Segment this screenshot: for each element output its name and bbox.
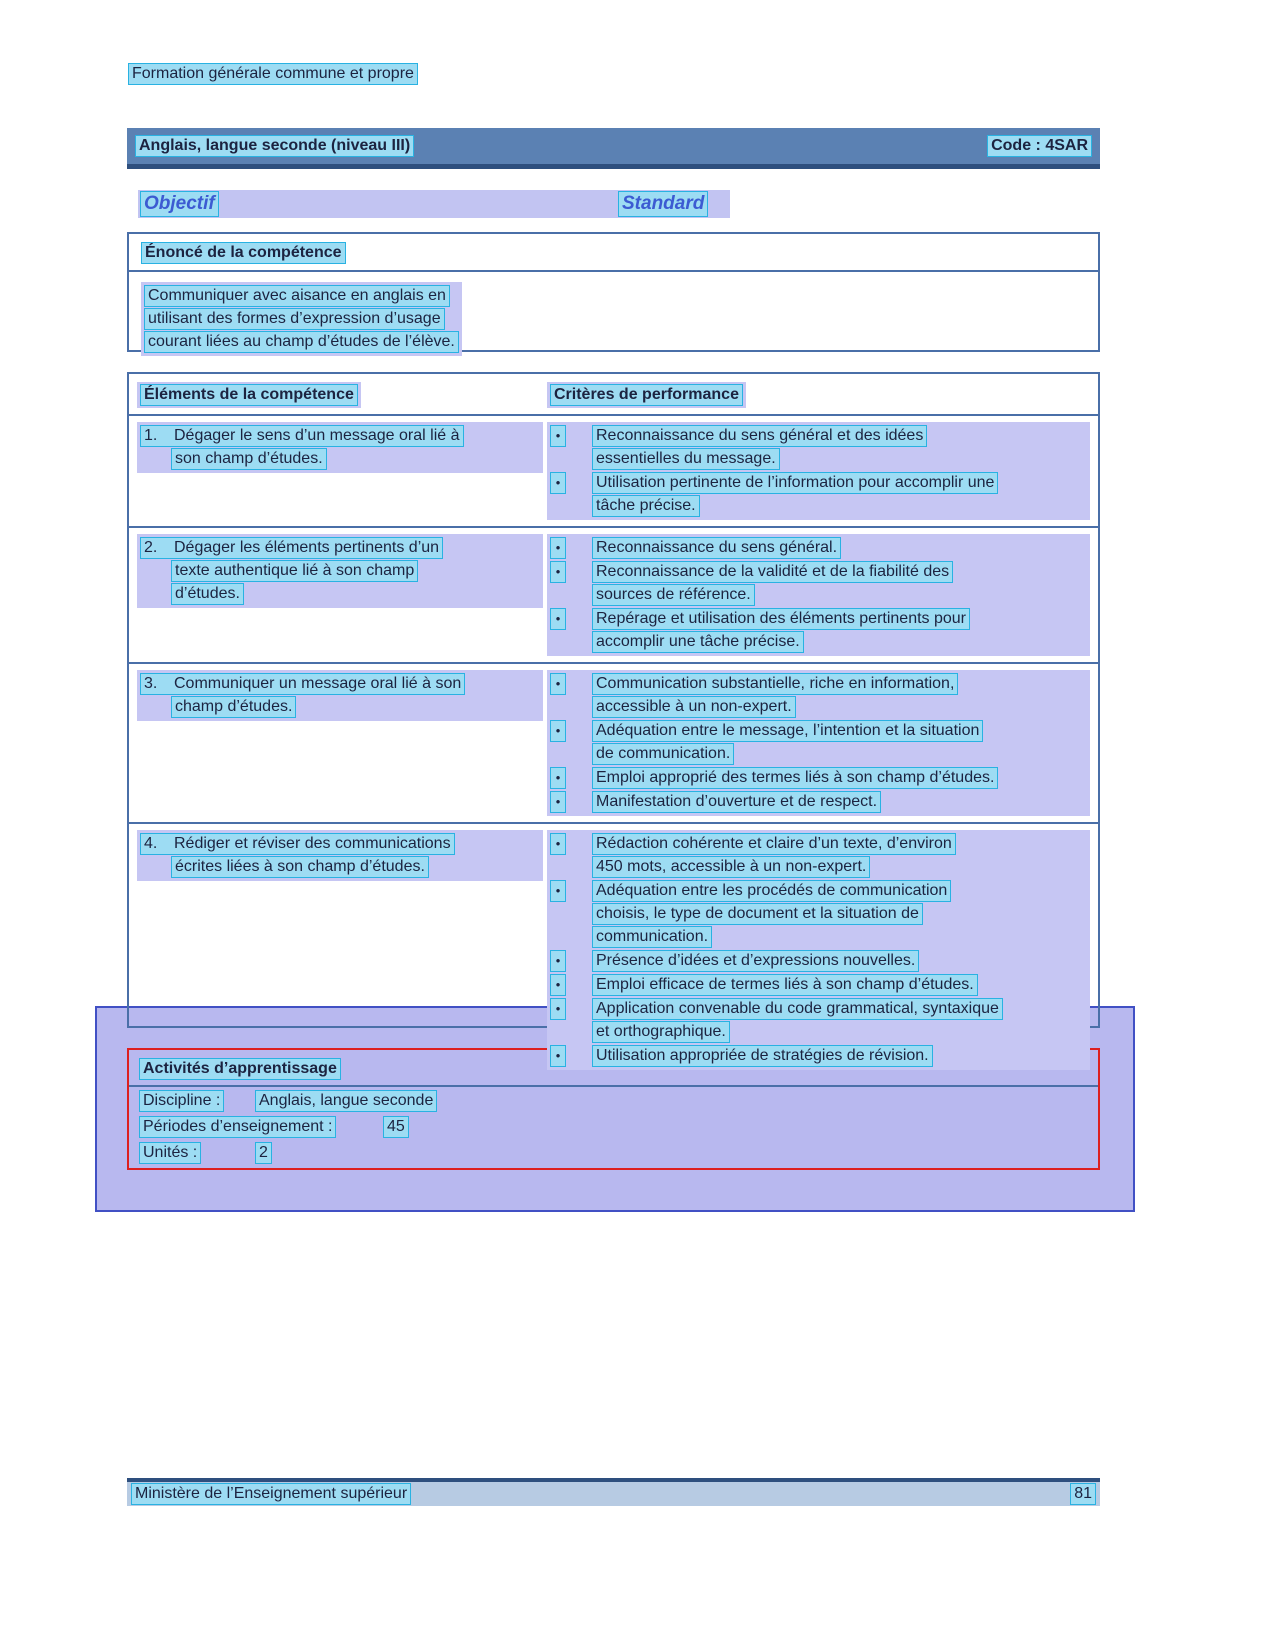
criterion-text: et orthographique.: [592, 1021, 730, 1043]
table-row: [129, 662, 1098, 822]
enonce-body: [129, 272, 1098, 366]
activities-row: [129, 1113, 1098, 1139]
bullet-icon: •: [550, 720, 566, 742]
page-footer: [127, 1478, 1100, 1506]
enonce-box: [127, 232, 1100, 352]
criterion-text: Reconnaissance du sens général.: [592, 537, 841, 559]
criterion: [550, 790, 1087, 814]
criterion: [550, 719, 1087, 766]
item-number: 3.: [144, 675, 158, 692]
criterion-text: Emploi efficace de termes liés à son champ d’études.: [592, 974, 978, 996]
criterion-text: choisis, le type de document et la situation de: [592, 903, 923, 925]
course-header-bar: [127, 128, 1100, 169]
bullet-icon: •: [550, 608, 566, 630]
left-column-header: Éléments de la compétence: [140, 384, 358, 406]
criterion-text: Manifestation d’ouverture et de respect.: [592, 791, 881, 813]
criteria-cell: [547, 422, 1090, 520]
element-text: Dégager le sens d’un message oral lié à: [174, 427, 460, 444]
enonce-line: courant liées au champ d’études de l’élève.: [144, 331, 459, 353]
activity-label: Discipline :: [139, 1090, 224, 1112]
bullet-icon: •: [550, 472, 566, 494]
bullet-icon: •: [550, 537, 566, 559]
bullet-icon: •: [550, 998, 566, 1020]
criterion: [550, 766, 1087, 790]
criterion: [550, 560, 1087, 607]
criterion-text: Adéquation entre les procédés de communication: [592, 880, 951, 902]
element-text: Rédiger et réviser des communications: [174, 835, 451, 852]
element-text: son champ d’études.: [171, 448, 327, 470]
activities-row: [129, 1087, 1098, 1113]
criterion-text: sources de référence.: [592, 584, 755, 606]
criterion-text: tâche précise.: [592, 495, 700, 517]
element-text: d’études.: [171, 583, 244, 605]
activity-label: Unités :: [139, 1142, 201, 1164]
activities-title: Activités d’apprentissage: [139, 1058, 341, 1080]
bullet-icon: •: [550, 880, 566, 902]
element-cell: [137, 534, 543, 608]
criterion: [550, 973, 1087, 997]
enonce-paragraph: [141, 282, 462, 356]
enonce-line: utilisant des formes d’expression d’usage: [144, 308, 445, 330]
criterion-text: Emploi approprié des termes liés à son champ d’études.: [592, 767, 998, 789]
competence-table: [127, 372, 1100, 1064]
enonce-line: Communiquer avec aisance en anglais en: [144, 285, 450, 307]
criterion-text: Reconnaissance de la validité et de la fiabilité des: [592, 561, 953, 583]
element-text: champ d’études.: [171, 696, 296, 718]
criterion: [550, 672, 1087, 719]
element-text: Communiquer un message oral lié à son: [174, 675, 462, 692]
criterion-text: Présence d’idées et d’expressions nouvelles.: [592, 950, 919, 972]
bullet-icon: •: [550, 791, 566, 813]
criterion: [550, 471, 1087, 518]
criterion-text: accomplir une tâche précise.: [592, 631, 804, 653]
table-header-row: [129, 374, 1098, 416]
criterion: [550, 607, 1087, 654]
table-row: [129, 526, 1098, 662]
objectif-standard-band: [138, 190, 730, 218]
criterion-text: Reconnaissance du sens général et des idées: [592, 425, 927, 447]
course-code: Code : 4SAR: [987, 135, 1092, 157]
item-number: 2.: [144, 539, 158, 556]
heading-objectif: Objectif: [140, 191, 219, 217]
bullet-icon: •: [550, 974, 566, 996]
criterion-text: Application convenable du code grammatical, syntaxique: [592, 998, 1003, 1020]
criterion: [550, 832, 1087, 879]
criterion-text: essentielles du message.: [592, 448, 780, 470]
criterion: [550, 879, 1087, 949]
element-text: Dégager les éléments pertinents d’un: [174, 539, 440, 556]
criterion: [550, 536, 1087, 560]
right-column-header: Critères de performance: [550, 384, 743, 406]
criterion: [550, 949, 1087, 973]
item-number: 4.: [144, 835, 158, 852]
activities-row: [129, 1139, 1098, 1165]
table-row: [129, 822, 1098, 1076]
criteria-cell: [547, 534, 1090, 656]
criterion-text: communication.: [592, 926, 712, 948]
criterion-text: de communication.: [592, 743, 734, 765]
bullet-icon: •: [550, 561, 566, 583]
criterion-text: Adéquation entre le message, l’intention et la situation: [592, 720, 983, 742]
bullet-icon: •: [550, 767, 566, 789]
criteria-cell: [547, 830, 1090, 1070]
running-header: Formation générale commune et propre: [128, 63, 418, 85]
element-text: texte authentique lié à son champ: [171, 560, 418, 582]
criterion: [550, 997, 1087, 1044]
bullet-icon: •: [550, 673, 566, 695]
criterion: [550, 1044, 1087, 1068]
element-cell: [137, 422, 543, 473]
criterion-text: Utilisation pertinente de l’information pour accomplir une: [592, 472, 998, 494]
activity-label: Périodes d’enseignement :: [139, 1116, 336, 1138]
element-cell: [137, 670, 543, 721]
criterion-text: Repérage et utilisation des éléments pertinents pour: [592, 608, 970, 630]
bullet-icon: •: [550, 1045, 566, 1067]
activity-value: Anglais, langue seconde: [255, 1090, 437, 1112]
course-title: Anglais, langue seconde (niveau III): [135, 135, 414, 157]
bullet-icon: •: [550, 950, 566, 972]
heading-standard: Standard: [618, 191, 708, 217]
criterion-text: 450 mots, accessible à un non-expert.: [592, 856, 870, 878]
activity-value: 45: [383, 1116, 409, 1138]
criterion-text: Communication substantielle, riche en information,: [592, 673, 958, 695]
criteria-cell: [547, 670, 1090, 816]
table-row: [129, 416, 1098, 526]
criterion-text: Utilisation appropriée de stratégies de révision.: [592, 1045, 933, 1067]
enonce-title: Énoncé de la compétence: [141, 242, 346, 264]
element-text: écrites liées à son champ d’études.: [171, 856, 429, 878]
criterion-text: accessible à un non-expert.: [592, 696, 796, 718]
activity-value: 2: [255, 1142, 272, 1164]
element-cell: [137, 830, 543, 881]
criterion: [550, 424, 1087, 471]
page-number: 81: [1070, 1483, 1096, 1505]
footer-ministry: Ministère de l’Enseignement supérieur: [131, 1483, 411, 1505]
bullet-icon: •: [550, 425, 566, 447]
criterion-text: Rédaction cohérente et claire d’un texte, d’environ: [592, 833, 956, 855]
item-number: 1.: [144, 427, 158, 444]
enonce-title-row: [129, 234, 1098, 272]
bullet-icon: •: [550, 833, 566, 855]
